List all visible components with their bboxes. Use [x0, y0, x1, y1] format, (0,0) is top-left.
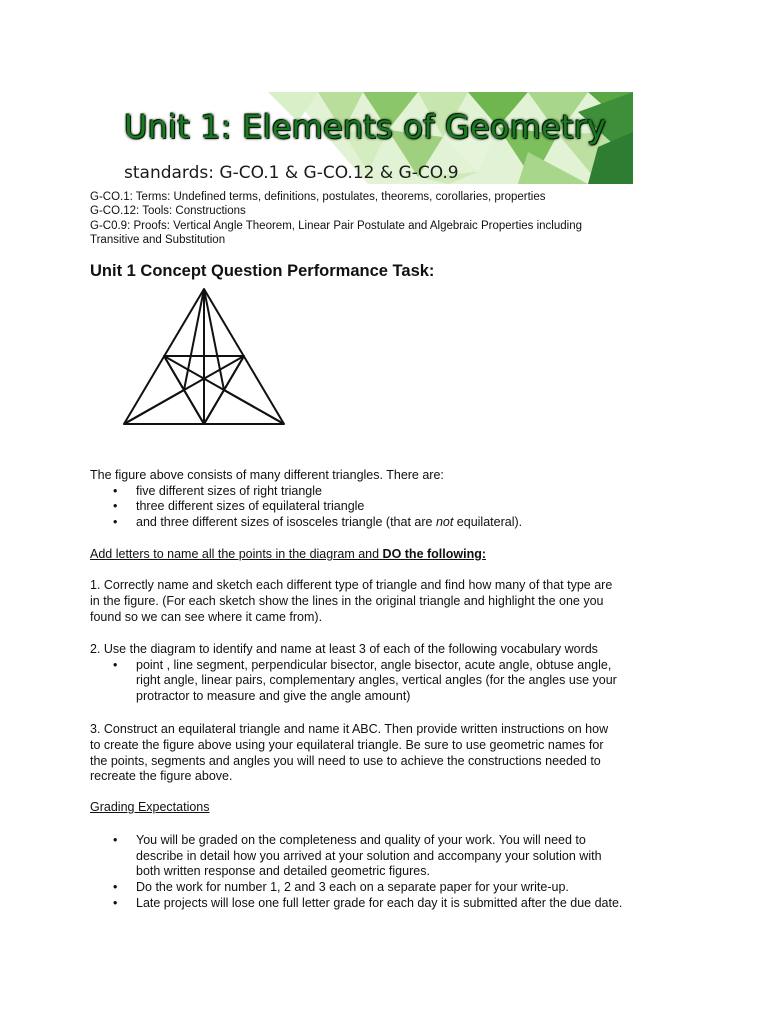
standard-line: G-CO.1: Terms: Undefined terms, definitions, postulates, theorems, corollaries, properties [90, 191, 546, 203]
grading-bullet-line: You will be graded on the completeness and quality of your work. You will need to [136, 833, 586, 847]
grading-bullet-line: describe in detail how you arrived at your solution and accompany your solution with [136, 849, 602, 863]
triangle-subdivision-figure [118, 284, 298, 454]
standard-line: Transitive and Substitution [90, 234, 226, 246]
grading-bullet: Do the work for number 1, 2 and 3 each on a separate paper for your write-up. [136, 880, 569, 894]
task2-bullet-line: right angle, linear pairs, complementary angles, vertical angles (for the angles use your [136, 673, 617, 687]
task3-line: 3. Construct an equilateral triangle and name it ABC. Then provide written instructions on how [90, 722, 609, 736]
bullet-icon: • [113, 515, 118, 529]
bullet-icon: • [113, 896, 118, 910]
task2-line: 2. Use the diagram to identify and name at least 3 of each of the following vocabulary words [90, 642, 598, 656]
task1-line: 1. Correctly name and sketch each different type of triangle and find how many of that type are [90, 578, 613, 592]
standard-line: G-CO.12: Tools: Constructions [90, 205, 246, 217]
bullet-icon: • [113, 658, 118, 672]
intro-bullet: and three different sizes of isosceles triangle (that are not equilateral). [136, 515, 523, 529]
bullet-icon: • [113, 499, 118, 513]
task1-line: in the figure. (For each sketch show the lines in the original triangle and highlight the one you [90, 594, 604, 608]
task1-line: found so we can see where it came from). [90, 610, 323, 624]
bullet-icon: • [113, 880, 118, 894]
task3-line: to create the figure above using your equilateral triangle. Be sure to use geometric names for [90, 738, 604, 752]
grading-bullet-line: both written response and detailed geometric figures. [136, 864, 430, 878]
intro-bullet: three different sizes of equilateral triangle [136, 499, 365, 513]
task3-line: the points, segments and angles you will need to use to achieve the constructions needed to [90, 754, 601, 768]
page-heading: Unit 1 Concept Question Performance Task: [90, 262, 435, 280]
instruction-line: Add letters to name all the points in the diagram and DO the following: [90, 547, 487, 561]
banner-title: Unit 1: Elements of Geometry [124, 108, 607, 146]
task2-bullet-line: point , line segment, perpendicular bisector, angle bisector, acute angle, obtuse angle, [136, 658, 612, 672]
grading-bullet: Late projects will lose one full letter grade for each day it is submitted after the due date. [136, 896, 623, 910]
bullet-icon: • [113, 484, 118, 498]
intro-bullet: five different sizes of right triangle [136, 484, 322, 498]
intro-text: The figure above consists of many different triangles. There are: [90, 468, 444, 482]
grading-title: Grading Expectations [90, 800, 210, 814]
standard-line: G-C0.9: Proofs: Vertical Angle Theorem, Linear Pair Postulate and Algebraic Properties including [90, 220, 583, 232]
task2-bullet-line: protractor to measure and give the angle amount) [136, 689, 411, 703]
banner-subtitle: standards: G-CO.1 & G-CO.12 & G-CO.9 [124, 163, 459, 183]
emphasis-not: not [435, 515, 454, 529]
bullet-icon: • [113, 833, 118, 847]
task3-line: recreate the figure above. [90, 769, 233, 783]
